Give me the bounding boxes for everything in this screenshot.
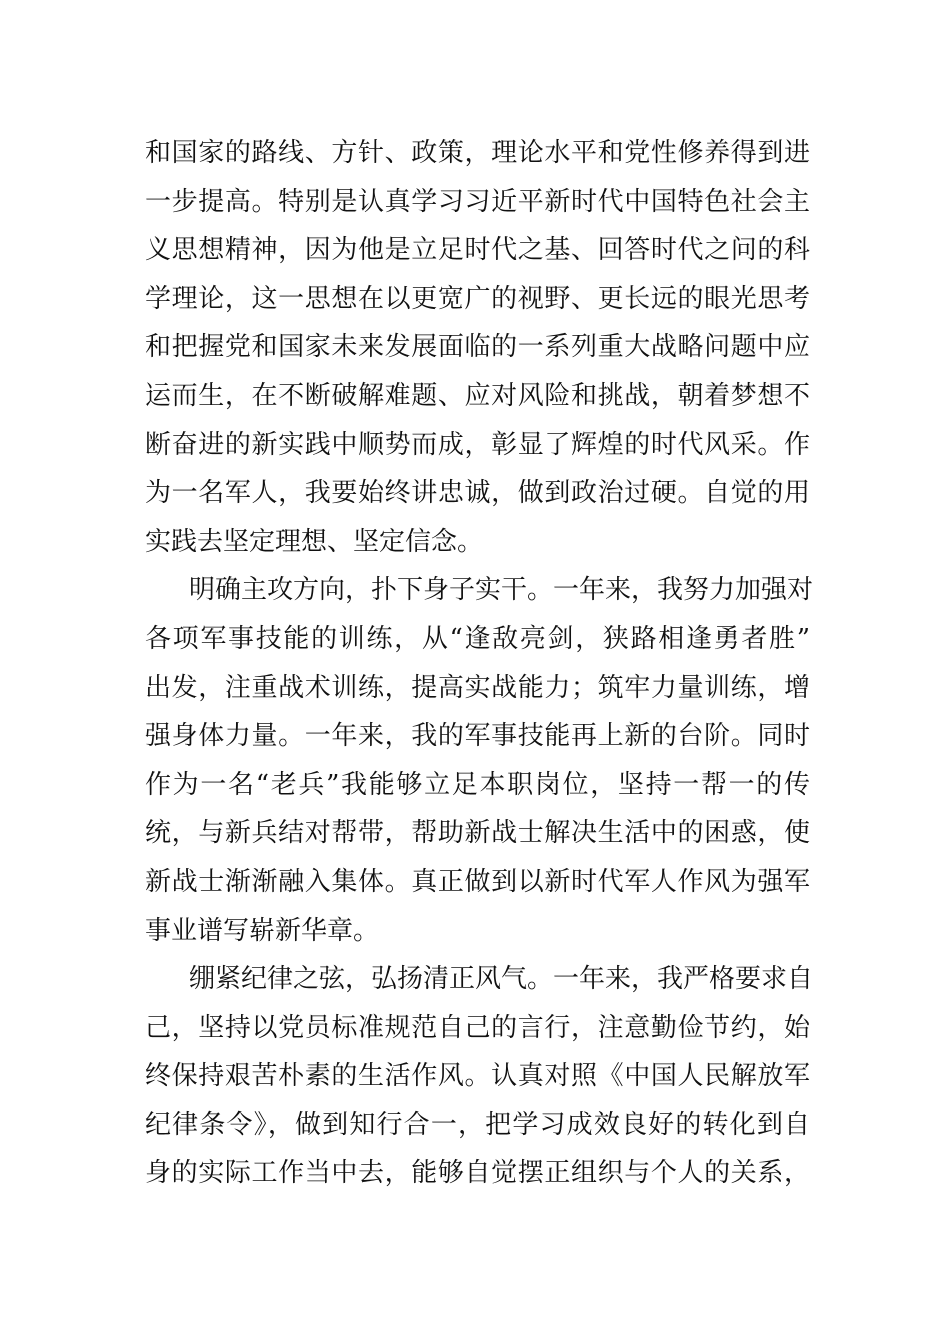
paragraph-3 [145,955,814,1198]
text-line: 和国家的路线、方针、政策，理论水平和党性修养得到进 [145,138,810,168]
text-line: 明确主攻方向，扑下身子实干。一年来，我努力加强对 [189,575,814,606]
text-line: 纪律条令》，做到知行合一，把学习成效良好的转化到自 [145,1109,810,1140]
document-body [145,129,814,1198]
text-line: 为一名军人，我要始终讲忠诚，做到政治过硬。自觉的用 [145,478,810,509]
text-line: 强身体力量。一年来，我的军事技能再上新的台阶。同时 [145,721,810,752]
text-line: 义思想精神，因为他是立足时代之基、回答时代之问的科 [145,235,810,266]
text-line: 断奋进的新实践中顺势而成，彰显了辉煌的时代风采。作 [145,429,810,460]
text-line: 事业谱写崭新华章。 [145,915,380,946]
text-line: 出发，注重战术训练，提高实战能力；筑牢力量训练，增 [145,672,810,703]
text-line: 一步提高。特别是认真学习习近平新时代中国特色社会主 [145,186,810,217]
text-line: 身的实际工作当中去，能够自觉摆正组织与个人的关系， [145,1158,810,1189]
text-line: 绷紧纪律之弦，弘扬清正风气。一年来，我严格要求自 [189,964,814,995]
text-line: 各项军事技能的训练，从“逢敌亮剑，狭路相逢勇者胜” [145,623,810,654]
text-line: 学理论，这一思想在以更宽广的视野、更长远的眼光思考 [145,283,810,314]
text-line: 实践去坚定理想、坚定信念。 [145,526,484,557]
text-line: 运而生，在不断破解难题、应对风险和挑战，朝着梦想不 [145,380,810,411]
text-line: 新战士渐渐融入集体。真正做到以新时代军人作风为强军 [145,866,810,897]
text-line: 统，与新兵结对帮带，帮助新战士解决生活中的困惑，使 [145,818,810,849]
text-line: 作为一名“老兵”我能够立足本职岗位，坚持一帮一的传 [145,769,810,800]
text-line: 和把握党和国家未来发展面临的一系列重大战略问题中应 [145,332,810,363]
paragraph-2 [145,566,814,955]
text-line: 己，坚持以党员标准规范自己的言行，注意勤俭节约，始 [145,1012,810,1043]
text-line: 终保持艰苦朴素的生活作风。认真对照《中国人民解放军 [145,1061,810,1092]
paragraph-1 [145,129,810,566]
